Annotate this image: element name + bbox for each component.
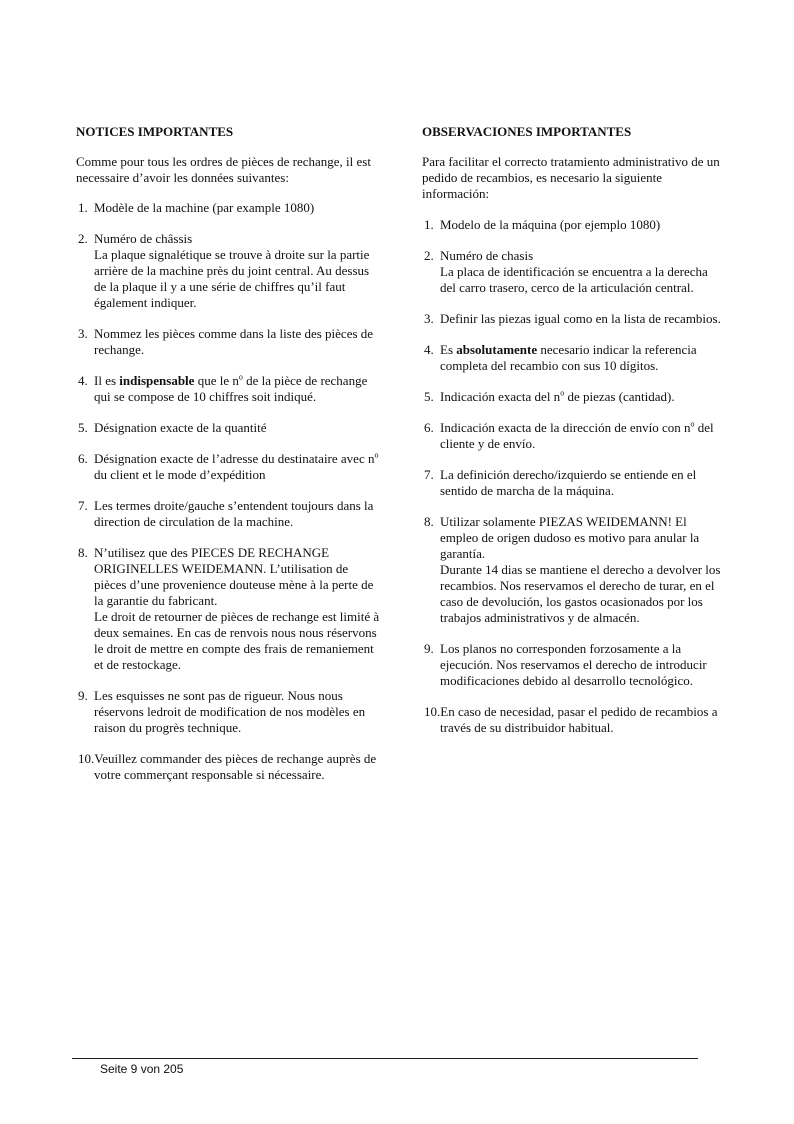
list-item: 5. Désignation exacte de la quantité: [78, 420, 267, 435]
left-heading: NOTICES IMPORTANTES: [76, 124, 234, 139]
footer-divider: [72, 1058, 698, 1059]
list-item: 2. Numéro de châssis La plaque signalétique se trouve à droite sur la partie arrière de la machine près du joint central. Au dessus de la plaque il y a une série de chiffres qu’il faut également indiquer.: [78, 231, 370, 310]
list-item: 1. Modelo de la máquina (por ejemplo 1080): [424, 217, 661, 232]
page-number: Seite 9 von 205: [100, 1062, 184, 1076]
list-item: 5. Indicación exacta del $n^o$ de piezas (cantidad).: [424, 388, 675, 404]
list-item: 9. Los planos no corresponden forzosamente a la ejecución. Nos reservamos el derecho de introducir modificaciones debido al desarrollo tecnológico.: [424, 641, 707, 688]
left-list: [76, 200, 381, 783]
left-intro: Comme pour tous les ordres de pièces de rechange, il est necessaire d’avoir les données suivantes:: [76, 154, 371, 185]
list-item: 7. Les termes droite/gauche s’entendent toujours dans la direction de circulation de la machine.: [78, 498, 374, 529]
list-item: 2. Numéro de chasis La placa de identificación se encuentra a la derecha del carro trasero, cerco de la articulación central.: [424, 248, 708, 295]
list-item: 3. Nommez les pièces comme dans la liste des pièces de rechange.: [78, 326, 374, 357]
list-item: 6. Désignation exacte de l’adresse du destinataire avec $n^o$ du client et le mode d’expédition: [78, 450, 379, 482]
list-item: 4. Es absolutamente necesario indicar la referencia completa del recambio con sus 10 dígitos.: [424, 342, 697, 373]
list-item: 8. N’utilisez que des PIECES DE RECHANGE ORIGINELLES WEIDEMANN. L’utilisation de pièces d’une provenience douteuse mène à la perte de la garantie du fabricant. Le droit de retourner de pièces de rechange est limité à deux semaines. En cas de renvois nous nous réservons le droit de mettre en compte des frais de remaniement et de restockage.: [78, 545, 380, 672]
list-item: 7. La definición derecho/izquierdo se entiende en el sentido de marcha de la máquina.: [424, 467, 697, 498]
list-item: 6. Indicación exacta de la dirección de envío con $n^o$ del cliente y de envío.: [424, 419, 714, 451]
list-item: 8. Utilizar solamente PIEZAS WEIDEMANN! El empleo de origen dudoso es motivo para anular la garantía. Durante 14 dias se mantiene el derecho a devolver los recambios. Nos reservamos el derecho de turar, en el caso de devolución, los gastos ocasionados por los trabajos administrativos y de almacén.: [424, 514, 721, 625]
right-list: [422, 217, 722, 736]
right-intro: Para facilitar el correcto tratamiento administrativo de un pedido de recambios, es necesario la siguiente información:: [422, 154, 720, 201]
list-item: 4. Il es indispensable que le $n^o$ de la pièce de rechange qui se compose de 10 chiffres soit indiqué.: [78, 372, 368, 404]
list-item: 1. Modèle de la machine (par example 1080): [78, 200, 315, 215]
list-item: 10.En caso de necesidad, pasar el pedido de recambios a través de su distribuidor habitual.: [424, 704, 718, 735]
list-item: 10.Veuillez commander des pièces de rechange auprès de votre commerçant responsable si nécessaire.: [78, 751, 377, 782]
right-heading: OBSERVACIONES IMPORTANTES: [422, 124, 632, 139]
right-column-spanish: [422, 124, 722, 751]
list-item: 3. Definir las piezas igual como en la lista de recambios.: [424, 311, 721, 326]
left-column-french: [76, 124, 381, 798]
list-item: 9. Les esquisses ne sont pas de rigueur. Nous nous réservons ledroit de modification de nos modèles en raison du progrès technique.: [78, 688, 366, 735]
